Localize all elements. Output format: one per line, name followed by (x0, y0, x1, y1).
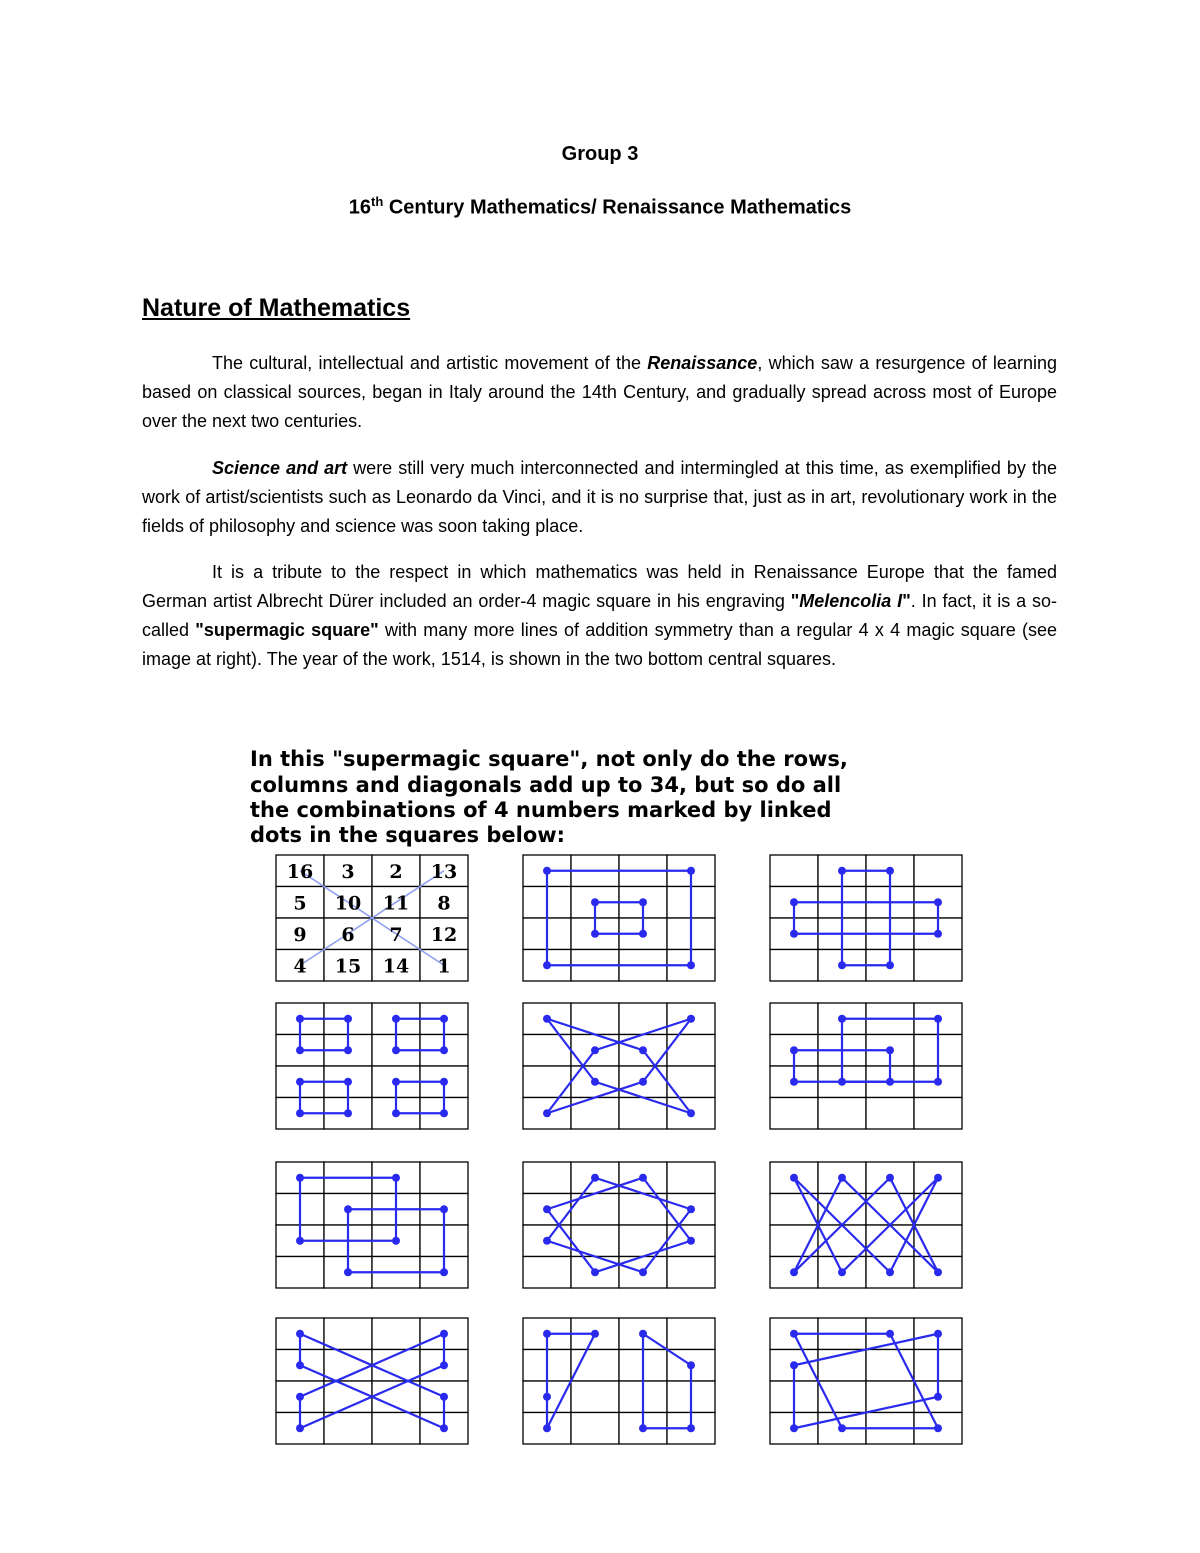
link-dot (392, 1046, 400, 1054)
grid-cell (324, 1318, 372, 1350)
grid-cell (866, 1098, 914, 1130)
grid-panel-offset-rects-a (770, 1003, 962, 1129)
link-dot (838, 1174, 846, 1182)
p1-emphasis-renaissance: Renaissance (647, 353, 758, 373)
link-dot (934, 1174, 942, 1182)
magic-number: 9 (293, 923, 307, 946)
grid-panel-slanted-quads-a (523, 1318, 715, 1444)
grid-cell (523, 1162, 571, 1194)
link-dot (934, 930, 942, 938)
link-dot (790, 1078, 798, 1086)
p3-text-start: It is a tribute to the respect in which mathematics was held in Renaissance Europe that the famed German artist Albrecht Dürer included an order-4 magic square in his engraving (142, 562, 1057, 611)
link-dot (886, 1174, 894, 1182)
section-heading: Nature of Mathematics (142, 294, 411, 322)
grid-cell (770, 1098, 818, 1130)
magic-number: 14 (382, 955, 410, 978)
link-dot (886, 1330, 894, 1338)
link-dot (296, 1393, 304, 1401)
link-dot (687, 1361, 695, 1369)
grid-cell (324, 1413, 372, 1445)
document-subtitle (0, 194, 1200, 220)
link-dot (639, 1268, 647, 1276)
p2-emphasis-science-art: Science and art (212, 458, 348, 478)
link-dot (838, 1424, 846, 1432)
link-dot (886, 1078, 894, 1086)
link-dot (344, 1109, 352, 1117)
link-dot (440, 1361, 448, 1369)
link-dot (687, 1424, 695, 1432)
link-dot (296, 1046, 304, 1054)
link-dot (543, 1330, 551, 1338)
link-dot (543, 1424, 551, 1432)
link-dot (591, 1046, 599, 1054)
grid-cell (667, 1162, 715, 1194)
link-dot (687, 1015, 695, 1023)
link-dot (687, 1237, 695, 1245)
link-dot (934, 1268, 942, 1276)
grid-cell (523, 1257, 571, 1289)
link-dot (639, 1046, 647, 1054)
link-dot (591, 1268, 599, 1276)
link-dot (543, 1109, 551, 1117)
p2-text: were still very much interconnected and intermingled at this time, as exemplified by the work of artist/scientists such as Leonardo da Vinci, and it is no surprise that, just as in art, revolutionary work in the fields of philosophy and science was soon taking place. (142, 458, 1057, 536)
magic-number: 2 (389, 860, 403, 883)
magic-number: 16 (286, 860, 314, 883)
magic-number: 8 (437, 892, 451, 915)
magic-number: 1 (437, 955, 451, 978)
link-dot (886, 1046, 894, 1054)
grid-panel-octagram (523, 1162, 715, 1288)
link-dot (934, 898, 942, 906)
grid-panel-slanted-quads-b (770, 1318, 962, 1444)
link-dot (687, 1205, 695, 1213)
grid-panel-quadrants (276, 1003, 468, 1129)
grid-panel-offset-rects-b (276, 1162, 468, 1288)
link-dot (790, 1361, 798, 1369)
p3-emphasis-melencolia: Melencolia I (799, 591, 903, 611)
link-dot (543, 867, 551, 875)
link-dot (886, 867, 894, 875)
p3-quote-open: " (790, 591, 800, 611)
link-dot (344, 1205, 352, 1213)
link-dot (440, 1078, 448, 1086)
link-dot (687, 961, 695, 969)
link-dot (344, 1015, 352, 1023)
link-dot (838, 1268, 846, 1276)
link-dot (886, 961, 894, 969)
grid-panel-bow-tie (276, 1318, 468, 1444)
grid-cell (420, 1162, 468, 1194)
link-dot (838, 961, 846, 969)
figure-caption-line-4: dots in the squares below: (250, 823, 566, 847)
link-dot (296, 1330, 304, 1338)
link-dot (790, 898, 798, 906)
p3-text-end: with many more lines of addition symmetry than a regular 4 x 4 magic square (see image at right). The year of the work, 1514, is shown in the two bottom central squares. (142, 620, 1058, 669)
link-dot (639, 1424, 647, 1432)
grid-cell (770, 1003, 818, 1035)
grid-cell (571, 1413, 619, 1445)
link-dot (392, 1015, 400, 1023)
figure-caption-line-1: In this "supermagic square", not only do the rows, (250, 747, 848, 771)
grid-cell (914, 855, 962, 887)
magic-number: 3 (341, 860, 355, 883)
p3-text-mid: . In fact, it is a so-called (142, 591, 1057, 640)
grid-panels (276, 855, 962, 1444)
paragraph-science-art (142, 454, 1057, 541)
grid-cell (770, 855, 818, 887)
link-dot (543, 1015, 551, 1023)
grid-cell (770, 950, 818, 982)
magic-number: 11 (382, 892, 410, 915)
grid-cell (818, 1098, 866, 1130)
link-dot (838, 1078, 846, 1086)
link-dot (440, 1393, 448, 1401)
link-dot (591, 898, 599, 906)
grid-panel-magic-numbers (276, 855, 468, 981)
link-dot (440, 1015, 448, 1023)
link-dot (392, 1237, 400, 1245)
grid-cell (571, 1381, 619, 1413)
link-dot (296, 1424, 304, 1432)
link-dot (296, 1237, 304, 1245)
p3-quote-close: " (902, 591, 911, 611)
link-dot (934, 1015, 942, 1023)
link-dot (296, 1361, 304, 1369)
grid-cell (914, 1098, 962, 1130)
magic-number: 10 (334, 892, 362, 915)
link-dot (440, 1109, 448, 1117)
subtitle-text: Century Mathematics/ Renaissance Mathematics (383, 196, 852, 219)
link-dot (392, 1174, 400, 1182)
link-dot (440, 1046, 448, 1054)
grid-panel-inner-edges (770, 855, 962, 981)
grid-cell (276, 1257, 324, 1289)
link-dot (934, 1330, 942, 1338)
grid-panel-corners-and-center (523, 855, 715, 981)
link-dot (790, 1424, 798, 1432)
link-dot (440, 1268, 448, 1276)
link-dot (440, 1424, 448, 1432)
group-title: Group 3 (561, 143, 639, 165)
figure-caption-line-2: columns and diagonals add up to 34, but so do all (250, 773, 842, 797)
grid-panel-double-x (770, 1162, 962, 1288)
link-dot (591, 1078, 599, 1086)
magic-number: 6 (341, 923, 355, 946)
link-dot (639, 1174, 647, 1182)
link-dot (790, 1046, 798, 1054)
grid-cell (914, 950, 962, 982)
link-dot (934, 1078, 942, 1086)
link-dot (543, 1237, 551, 1245)
link-dot (296, 1109, 304, 1117)
link-dot (543, 1393, 551, 1401)
subtitle-number: 16 (348, 196, 371, 219)
grid-panel-star-x (523, 1003, 715, 1129)
grid-cell (372, 1318, 420, 1350)
link-dot (296, 1174, 304, 1182)
link-dot (392, 1078, 400, 1086)
link-dot (440, 1330, 448, 1338)
supermagic-square-figure (240, 740, 970, 1460)
link-dot (838, 867, 846, 875)
p1-text-end: , which saw a resurgence of learning based on classical sources, began in Italy around the 14th Century, and gradually spread across most of Europe over the next two centuries. (142, 353, 1057, 431)
magic-number: 4 (293, 955, 307, 978)
link-dot (440, 1205, 448, 1213)
link-dot (591, 1174, 599, 1182)
link-dot (639, 1078, 647, 1086)
link-dot (687, 1109, 695, 1117)
link-dot (790, 1174, 798, 1182)
magic-number: 5 (293, 892, 307, 915)
link-dot (639, 898, 647, 906)
link-dot (296, 1078, 304, 1086)
magic-number: 12 (430, 923, 458, 946)
link-dot (886, 1268, 894, 1276)
subtitle-ordinal: th (371, 194, 384, 209)
link-dot (838, 1015, 846, 1023)
link-dot (934, 1424, 942, 1432)
link-dot (344, 1078, 352, 1086)
link-dot (934, 1393, 942, 1401)
p3-emphasis-supermagic: "supermagic square" (195, 620, 379, 640)
paragraph-renaissance (142, 349, 1057, 436)
paragraph-durer (142, 558, 1057, 674)
link-dot (639, 930, 647, 938)
link-dot (790, 1268, 798, 1276)
link-dot (790, 1330, 798, 1338)
link-dot (392, 1109, 400, 1117)
link-dot (790, 930, 798, 938)
magic-number: 7 (389, 923, 403, 946)
p1-text-start: The cultural, intellectual and artistic movement of the (212, 353, 648, 373)
link-dot (344, 1046, 352, 1054)
grid-cell (667, 1257, 715, 1289)
link-dot (543, 961, 551, 969)
link-dot (687, 867, 695, 875)
link-dot (591, 1330, 599, 1338)
magic-number: 15 (334, 955, 362, 978)
link-dot (543, 1205, 551, 1213)
link-dot (639, 1330, 647, 1338)
link-dot (344, 1268, 352, 1276)
figure-caption-line-3: the combinations of 4 numbers marked by linked (250, 798, 832, 822)
link-dot (591, 930, 599, 938)
link-dot (296, 1015, 304, 1023)
magic-number: 13 (430, 860, 458, 883)
grid-cell (667, 1318, 715, 1350)
grid-cell (372, 1413, 420, 1445)
